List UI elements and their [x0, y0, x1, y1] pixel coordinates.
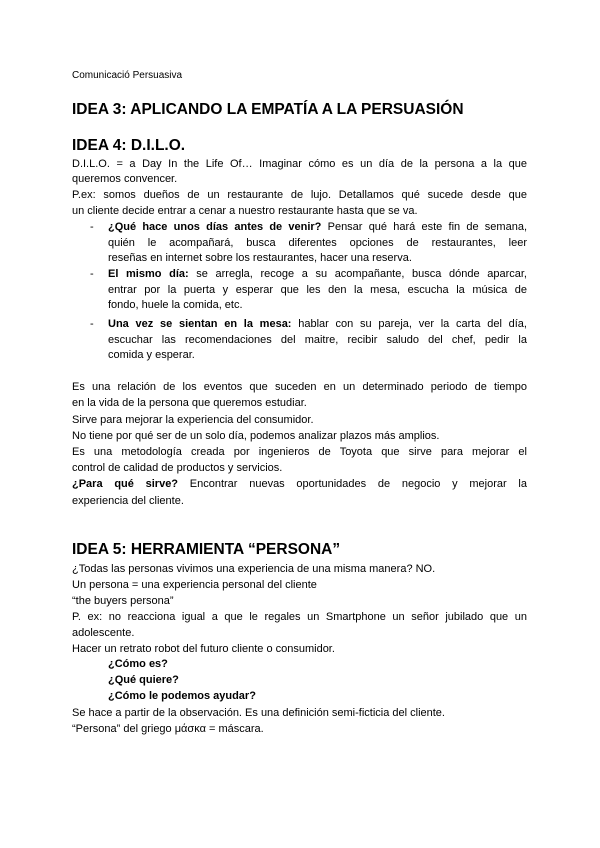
- para-que-sirve-lead: ¿Para qué sirve?: [72, 478, 179, 490]
- no-tiene-line: No tiene por qué ser de un solo día, podemos analizar plazos más amplios.: [72, 430, 440, 442]
- persona-example-line2: adolescente.: [72, 627, 135, 639]
- methodology-line1: Es una metodología creada por ingenieros de Toyota que sirve para mejorar el: [72, 446, 527, 458]
- bullet-lead: El mismo día:: [108, 268, 189, 280]
- buyers-persona: “the buyers persona”: [72, 595, 174, 607]
- bullet-marker: -: [90, 318, 94, 330]
- question-como-ayudar: ¿Cómo le podemos ayudar?: [108, 690, 256, 702]
- bullet-text: Pensar qué hará este fin de semana,: [321, 221, 528, 233]
- dilo-bullet-same-day: [90, 267, 527, 314]
- bullet-text: quién le acompañará, busca diferentes opciones de restaurantes, leer: [108, 236, 527, 249]
- persona-definition: Un persona = una experiencia personal del cliente: [72, 579, 317, 591]
- methodology-line2: control de calidad de productos y servicios.: [72, 462, 283, 474]
- question-como-es: ¿Cómo es?: [108, 658, 168, 670]
- bullet-text: reseñas en internet sobre los restaurantes, hacer una reserva.: [108, 252, 412, 264]
- idea5-heading: IDEA 5: HERRAMIENTA “PERSONA”: [72, 541, 341, 558]
- bullet-text: se arregla, recoge a su acompañante, busca dónde aparcar,: [188, 268, 527, 280]
- bullet-marker: -: [90, 221, 94, 233]
- dilo-bullet-before: [90, 220, 528, 267]
- bullet-marker: -: [90, 268, 94, 280]
- bullet-lead: Una vez se sientan en la mesa:: [108, 318, 292, 330]
- idea3-heading: IDEA 3: APLICANDO LA EMPATÍA A LA PERSUASIÓN: [72, 101, 464, 118]
- persona-question: ¿Todas las personas vivimos una experiencia de una misma manera? NO.: [72, 563, 436, 575]
- bullet-text: comida y esperar.: [108, 349, 195, 361]
- dilo-example-line2: un cliente decide entrar a cenar a nuestro restaurante hasta que se va.: [72, 205, 418, 217]
- dilo-example-line1: P.ex: somos dueños de un restaurante de lujo. Detallamos qué sucede desde que: [72, 189, 527, 201]
- bullet-text: fondo, huele la comida, etc.: [108, 299, 243, 311]
- idea4-heading: IDEA 4: D.I.L.O.: [72, 137, 186, 154]
- observation-line: Se hace a partir de la observación. Es una definición semi-ficticia del cliente.: [72, 707, 445, 719]
- para-que-sirve-line1: ¿Para qué sirve? Encontrar nuevas oportunidades de negocio y mejorar la: [72, 478, 527, 490]
- sirve-line: Sirve para mejorar la experiencia del consumidor.: [72, 414, 314, 426]
- bullet-lead: ¿Qué hace unos días antes de venir?: [108, 221, 322, 233]
- para-que-sirve-line2: experiencia del cliente.: [72, 495, 184, 507]
- dilo-bullet-at-table: [90, 317, 527, 364]
- relation-line2: en la vida de la persona que queremos estudiar.: [72, 397, 307, 409]
- origin-line: “Persona” del griego μάσκα = máscara.: [72, 723, 264, 735]
- dilo-definition-line2: queremos convencer.: [72, 173, 178, 185]
- bullet-text: entrar por la puerta y esperar que les den la mesa, escucha la música de: [108, 283, 527, 296]
- persona-example-line1: P. ex: no reacciona igual a que le regales un Smartphone un señor jubilado que un: [72, 611, 527, 623]
- question-que-quiere: ¿Qué quiere?: [108, 674, 179, 686]
- retrato-robot-line: Hacer un retrato robot del futuro cliente o consumidor.: [72, 643, 335, 655]
- relation-line1: Es una relación de los eventos que suceden en un determinado periodo de tiempo: [72, 381, 527, 393]
- bullet-text: escuchar las recomendaciones del maitre, recibir saludo del chef, pedir la: [108, 333, 527, 346]
- course-header: Comunicació Persuasiva: [72, 70, 183, 81]
- dilo-definition-line1: D.I.L.O. = a Day In the Life Of… Imaginar cómo es un día de la persona a la que: [72, 158, 527, 170]
- bullet-text: hablar con su pareja, ver la carta del día,: [291, 318, 527, 330]
